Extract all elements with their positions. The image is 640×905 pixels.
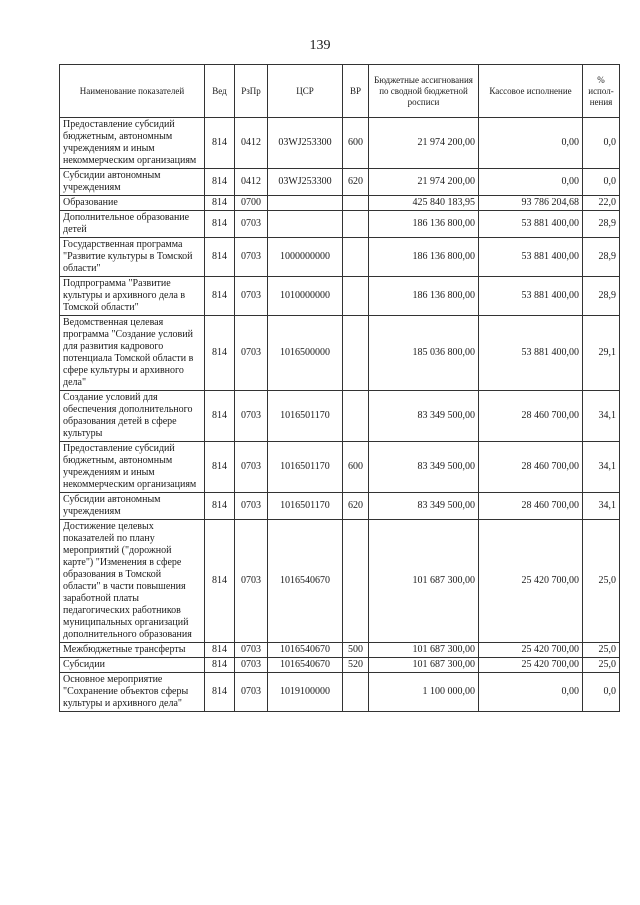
cell-cash: 28 460 700,00 <box>479 391 583 442</box>
table-row <box>60 196 620 211</box>
cell-csr: 1019100000 <box>268 673 343 712</box>
header-percent: % испол-нения <box>583 65 620 118</box>
cell-vr <box>343 316 369 391</box>
cell-rzpr: 0703 <box>235 316 268 391</box>
cell-percent: 34,1 <box>583 493 620 520</box>
cell-rzpr: 0703 <box>235 391 268 442</box>
cell-name: Подпрограмма "Развитие культуры и архивного дела в Томской области" <box>60 277 205 316</box>
table-row <box>60 211 620 238</box>
header-vr: ВР <box>343 65 369 118</box>
table-row <box>60 391 620 442</box>
cell-budget: 186 136 800,00 <box>369 211 479 238</box>
cell-ved: 814 <box>205 169 235 196</box>
cell-vr <box>343 673 369 712</box>
header-budget: Бюджетные ассигнования по сводной бюджетной росписи <box>369 65 479 118</box>
cell-percent: 28,9 <box>583 211 620 238</box>
cell-ved: 814 <box>205 673 235 712</box>
cell-name: Образование <box>60 196 205 211</box>
cell-percent: 29,1 <box>583 316 620 391</box>
cell-rzpr: 0703 <box>235 238 268 277</box>
cell-cash: 53 881 400,00 <box>479 211 583 238</box>
cell-cash: 25 420 700,00 <box>479 520 583 643</box>
cell-vr: 620 <box>343 493 369 520</box>
cell-budget: 83 349 500,00 <box>369 391 479 442</box>
cell-cash: 25 420 700,00 <box>479 643 583 658</box>
cell-csr: 1016501170 <box>268 493 343 520</box>
table-row <box>60 118 620 169</box>
cell-ved: 814 <box>205 520 235 643</box>
cell-ved: 814 <box>205 238 235 277</box>
cell-vr <box>343 211 369 238</box>
cell-ved: 814 <box>205 211 235 238</box>
cell-cash: 28 460 700,00 <box>479 442 583 493</box>
cell-name: Субсидии автономным учреждениям <box>60 493 205 520</box>
cell-budget: 21 974 200,00 <box>369 169 479 196</box>
cell-percent: 25,0 <box>583 643 620 658</box>
cell-cash: 0,00 <box>479 118 583 169</box>
table-row <box>60 520 620 643</box>
cell-cash: 53 881 400,00 <box>479 316 583 391</box>
cell-ved: 814 <box>205 277 235 316</box>
cell-rzpr: 0703 <box>235 673 268 712</box>
cell-ved: 814 <box>205 316 235 391</box>
cell-name: Создание условий для обеспечения дополнительного образования детей в сфере культуры <box>60 391 205 442</box>
cell-name: Основное мероприятие "Сохранение объектов сферы культуры и архивного дела" <box>60 673 205 712</box>
table-row <box>60 673 620 712</box>
cell-ved: 814 <box>205 493 235 520</box>
cell-ved: 814 <box>205 391 235 442</box>
table-row <box>60 277 620 316</box>
cell-percent: 34,1 <box>583 442 620 493</box>
cell-csr: 1016500000 <box>268 316 343 391</box>
cell-rzpr: 0412 <box>235 118 268 169</box>
header-name: Наименование показателей <box>60 65 205 118</box>
cell-csr: 1016501170 <box>268 442 343 493</box>
cell-vr <box>343 277 369 316</box>
cell-csr: 03WJ253300 <box>268 118 343 169</box>
page-number: 139 <box>309 38 331 53</box>
cell-rzpr: 0703 <box>235 658 268 673</box>
cell-budget: 185 036 800,00 <box>369 316 479 391</box>
cell-budget: 101 687 300,00 <box>369 643 479 658</box>
cell-percent: 28,9 <box>583 238 620 277</box>
cell-name: Предоставление субсидий бюджетным, автономным учреждениям и иным некоммерческим организациям <box>60 118 205 169</box>
cell-vr: 600 <box>343 442 369 493</box>
cell-csr: 1016540670 <box>268 643 343 658</box>
cell-budget: 21 974 200,00 <box>369 118 479 169</box>
cell-name: Ведомственная целевая программа "Создание условий для развития кадрового потенциала Томской области в сфере культуры и архивного дела" <box>60 316 205 391</box>
cell-name: Достижение целевых показателей по плану мероприятий ("дорожной карте") "Изменения в сфере образования в Томской области" в части повышения заработной платы педагогических работников муниципальных организаций дополнительного образования <box>60 520 205 643</box>
cell-rzpr: 0703 <box>235 442 268 493</box>
cell-cash: 0,00 <box>479 673 583 712</box>
cell-csr: 1010000000 <box>268 277 343 316</box>
cell-vr: 600 <box>343 118 369 169</box>
cell-vr <box>343 520 369 643</box>
cell-name: Государственная программа "Развитие культуры в Томской области" <box>60 238 205 277</box>
cell-rzpr: 0700 <box>235 196 268 211</box>
cell-name: Предоставление субсидий бюджетным, автономным учреждениям и иным некоммерческим организациям <box>60 442 205 493</box>
cell-csr: 1000000000 <box>268 238 343 277</box>
cell-vr: 500 <box>343 643 369 658</box>
header-row <box>60 65 620 118</box>
cell-vr <box>343 196 369 211</box>
cell-budget: 101 687 300,00 <box>369 658 479 673</box>
header-cash: Кассовое исполнение <box>479 65 583 118</box>
cell-ved: 814 <box>205 643 235 658</box>
cell-csr: 1016540670 <box>268 520 343 643</box>
header-rzpr: РзПр <box>235 65 268 118</box>
cell-rzpr: 0703 <box>235 493 268 520</box>
cell-vr <box>343 391 369 442</box>
header-ved: Вед <box>205 65 235 118</box>
cell-name: Субсидии автономным учреждениям <box>60 169 205 196</box>
cell-cash: 53 881 400,00 <box>479 277 583 316</box>
cell-name: Субсидии <box>60 658 205 673</box>
cell-percent: 25,0 <box>583 658 620 673</box>
cell-rzpr: 0703 <box>235 277 268 316</box>
cell-name: Дополнительное образование детей <box>60 211 205 238</box>
table-row <box>60 169 620 196</box>
cell-rzpr: 0412 <box>235 169 268 196</box>
cell-budget: 425 840 183,95 <box>369 196 479 211</box>
cell-csr: 1016501170 <box>268 391 343 442</box>
cell-csr: 03WJ253300 <box>268 169 343 196</box>
cell-cash: 53 881 400,00 <box>479 238 583 277</box>
cell-rzpr: 0703 <box>235 643 268 658</box>
cell-percent: 0,0 <box>583 673 620 712</box>
cell-cash: 28 460 700,00 <box>479 493 583 520</box>
budget-table <box>59 64 620 712</box>
cell-cash: 93 786 204,68 <box>479 196 583 211</box>
cell-percent: 0,0 <box>583 169 620 196</box>
cell-cash: 25 420 700,00 <box>479 658 583 673</box>
cell-budget: 101 687 300,00 <box>369 520 479 643</box>
cell-percent: 0,0 <box>583 118 620 169</box>
cell-vr: 520 <box>343 658 369 673</box>
cell-budget: 83 349 500,00 <box>369 442 479 493</box>
cell-budget: 83 349 500,00 <box>369 493 479 520</box>
cell-percent: 22,0 <box>583 196 620 211</box>
cell-cash: 0,00 <box>479 169 583 196</box>
cell-budget: 186 136 800,00 <box>369 238 479 277</box>
cell-percent: 28,9 <box>583 277 620 316</box>
table-row <box>60 316 620 391</box>
cell-budget: 186 136 800,00 <box>369 277 479 316</box>
cell-ved: 814 <box>205 196 235 211</box>
cell-budget: 1 100 000,00 <box>369 673 479 712</box>
cell-csr <box>268 211 343 238</box>
table-row <box>60 442 620 493</box>
cell-rzpr: 0703 <box>235 520 268 643</box>
cell-vr <box>343 238 369 277</box>
cell-csr <box>268 196 343 211</box>
cell-ved: 814 <box>205 118 235 169</box>
cell-vr: 620 <box>343 169 369 196</box>
cell-ved: 814 <box>205 658 235 673</box>
table-row <box>60 493 620 520</box>
cell-rzpr: 0703 <box>235 211 268 238</box>
cell-percent: 25,0 <box>583 520 620 643</box>
table-row <box>60 238 620 277</box>
table-row <box>60 658 620 673</box>
table-row <box>60 643 620 658</box>
header-csr: ЦСР <box>268 65 343 118</box>
cell-percent: 34,1 <box>583 391 620 442</box>
cell-csr: 1016540670 <box>268 658 343 673</box>
cell-ved: 814 <box>205 442 235 493</box>
cell-name: Межбюджетные трансферты <box>60 643 205 658</box>
